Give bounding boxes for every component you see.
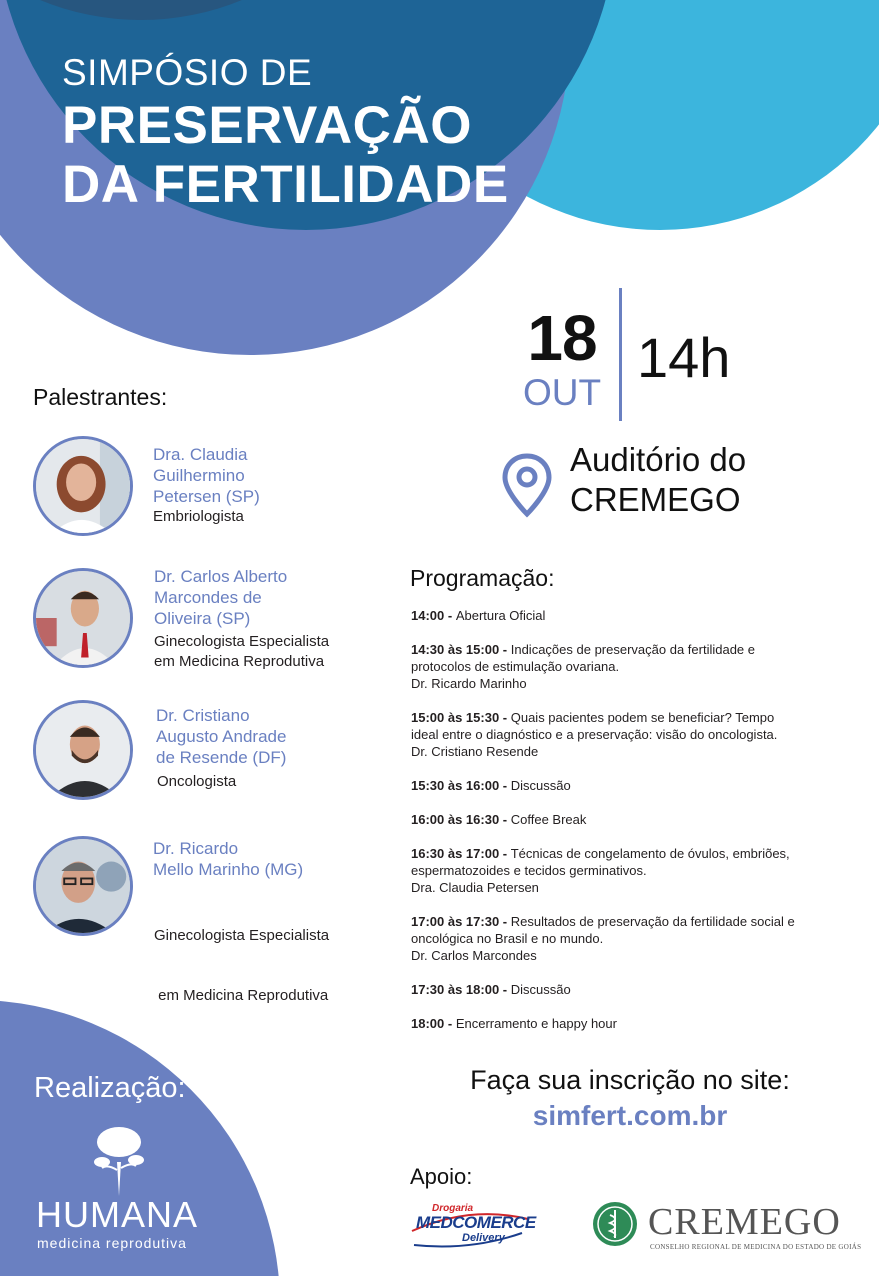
sponsors-heading: Apoio: [410, 1164, 473, 1189]
speakers-heading: Palestrantes: [33, 384, 168, 410]
medcomerce-bottom-text: Delivery [462, 1232, 505, 1244]
tree-logo-icon [92, 1122, 146, 1196]
program-heading: Programação: [410, 565, 555, 591]
event-date [512, 303, 612, 413]
signup-text: Faça sua inscrição no site: [470, 1065, 790, 1095]
program-item: 14:30 às 15:00 - Indicações de preservação da fertilidade e protocolos de estimulação ovariana. Dr. Ricardo Marinho [411, 642, 755, 691]
organizer-logo-subtitle: medicina reprodutiva [37, 1235, 187, 1251]
location-line-1: Auditório do [570, 441, 747, 478]
program-item: 14:00 - Abertura Oficial [411, 608, 546, 623]
caduceus-seal-icon [592, 1201, 638, 1247]
program-item: 15:00 às 15:30 - Quais pacientes podem se beneficiar? Tempo ideal entre o diagnóstico e a preservação: visão do oncologista. Dr. Cristiano Resende [411, 710, 778, 759]
title-line-1: SIMPÓSIO DE [62, 52, 313, 93]
speaker-photo-claudia [33, 436, 133, 536]
medcomerce-logo [410, 1203, 536, 1249]
date-divider [619, 288, 622, 421]
program-item: 17:30 às 18:00 - Discussão [411, 982, 571, 997]
speaker-role-cristiano: Oncologista [157, 773, 237, 790]
speaker-photo-ricardo [33, 836, 133, 936]
medcomerce-top-text: Drogaria [432, 1203, 474, 1214]
location-line-2: CREMEGO [570, 481, 741, 518]
program-item: 16:00 às 16:30 - Coffee Break [411, 812, 587, 827]
title-line-3: DA FERTILIDADE [62, 155, 509, 214]
program-item: 18:00 - Encerramento e happy hour [411, 1016, 617, 1031]
speaker-name-ricardo: Dr. Ricardo Mello Marinho (MG) [153, 839, 304, 879]
title-line-2: PRESERVAÇÃO [62, 96, 472, 155]
program-schedule [411, 607, 861, 1049]
speaker-role-carlos: Ginecologista Especialista em Medicina Reprodutiva [154, 633, 330, 670]
speaker-name-claudia: Dra. Claudia Guilhermino Petersen (SP) [153, 445, 260, 506]
poster-title [62, 50, 509, 214]
speaker-photo-carlos [33, 568, 133, 668]
cremego-logo-subtitle: CONSELHO REGIONAL DE MEDICINA DO ESTADO DE GOIÁS [650, 1243, 862, 1251]
program-item: 16:30 às 17:00 - Técnicas de congelamento de óvulos, embriões, espermatozoides e tecidos germinativos. Dra. Claudia Petersen [411, 846, 790, 895]
organizer-heading: Realização: [34, 1072, 186, 1104]
medcomerce-main-text: MEDCOMERCE [416, 1213, 536, 1232]
speaker-role-claudia: Embriologista [153, 508, 244, 525]
cremego-logo-name: CREMEGO [648, 1201, 841, 1243]
program-item: 17:00 às 17:30 - Resultados de preservação da fertilidade social e oncológica no Brasil e no mundo. Dr. Carlos Marcondes [411, 914, 795, 963]
speaker-photo-cristiano [33, 700, 133, 800]
signup-link[interactable]: simfert.com.br [532, 1100, 728, 1131]
speaker-name-cristiano: Dr. Cristiano Augusto Andrade de Resende (DF) [156, 706, 287, 767]
speaker-role-ricardo: Ginecologista Especialista em Medicina Reprodutiva [154, 927, 330, 1004]
navy-circle [0, 0, 406, 20]
event-month: OUT [522, 372, 602, 413]
event-location [570, 440, 746, 520]
program-item: 15:30 às 16:00 - Discussão [411, 778, 571, 793]
event-time: 14h [637, 326, 731, 389]
event-day: 18 [527, 302, 597, 374]
organizer-logo-name: HUMANA [36, 1194, 199, 1235]
speaker-name-carlos: Dr. Carlos Alberto Marcondes de Oliveira (SP) [154, 567, 288, 628]
location-pin-icon [499, 452, 555, 518]
signup-block [430, 1062, 830, 1134]
